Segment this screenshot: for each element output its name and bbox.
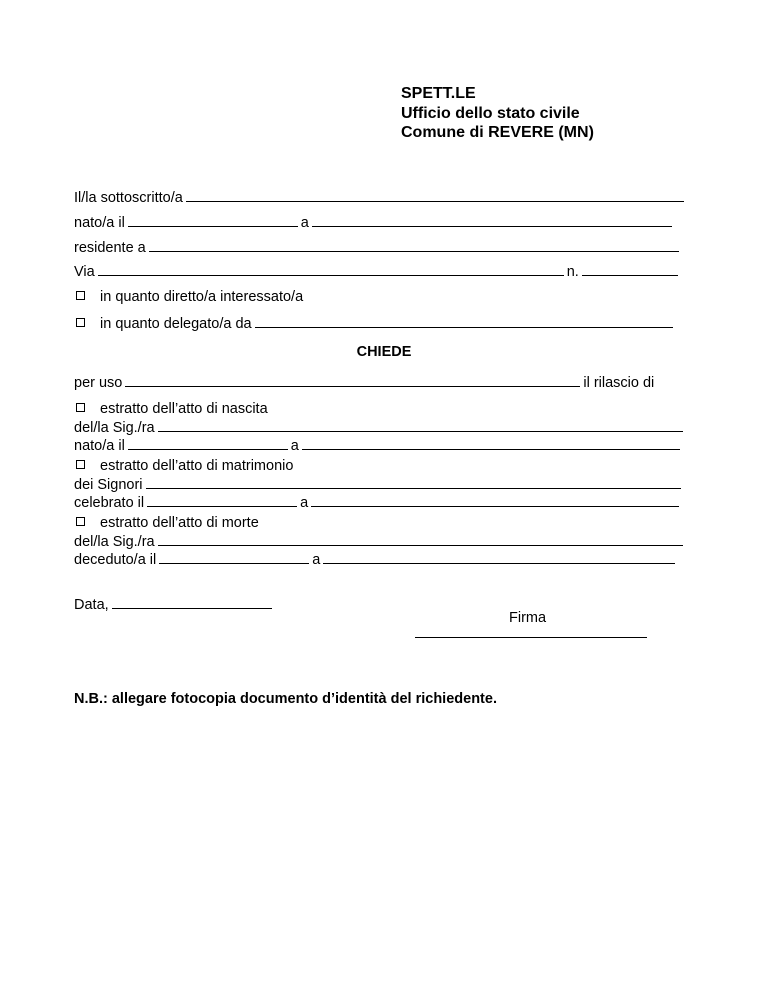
birth-date-label: nato/a il xyxy=(74,438,125,454)
delegator-name-field[interactable] xyxy=(255,314,673,328)
applicant-name-label: Il/la sottoscritto/a xyxy=(74,190,183,206)
applicant-street-label: Via xyxy=(74,264,95,280)
marriage-certificate-title: estratto dell’atto di matrimonio xyxy=(100,458,294,474)
applicant-residence-field[interactable] xyxy=(149,238,679,252)
birth-certificate-checkbox[interactable] xyxy=(76,403,85,412)
birth-person-row xyxy=(74,418,686,436)
purpose-row xyxy=(74,373,654,391)
option-direct-row xyxy=(74,288,303,306)
option-direct-label: in quanto diretto/a interessato/a xyxy=(100,289,304,305)
date-row xyxy=(74,595,275,613)
recipient-line-1: SPETT.LE xyxy=(401,85,476,102)
purpose-issue-label: il rilascio di xyxy=(583,375,655,391)
marriage-place-label: a xyxy=(300,495,309,511)
recipient-line-3: Comune di REVERE (MN) xyxy=(401,124,594,141)
marriage-date-row xyxy=(74,493,682,511)
birth-person-label: del/la Sig./ra xyxy=(74,420,155,436)
death-person-field[interactable] xyxy=(158,532,683,546)
option-delegate-label: in quanto delegato/a da xyxy=(100,316,252,332)
birth-date-row xyxy=(74,436,683,454)
applicant-birth-date-field[interactable] xyxy=(128,213,298,227)
marriage-persons-label: dei Signori xyxy=(74,477,143,493)
marriage-certificate-row xyxy=(74,457,293,475)
signature-label: Firma xyxy=(509,610,547,626)
birth-certificate-title: estratto dell’atto di nascita xyxy=(100,401,268,417)
option-delegate-checkbox[interactable] xyxy=(76,318,85,327)
marriage-certificate-checkbox[interactable] xyxy=(76,460,85,469)
purpose-use-label: per uso xyxy=(74,375,123,391)
birth-person-field[interactable] xyxy=(158,418,683,432)
death-place-label: a xyxy=(312,552,321,568)
death-date-field[interactable] xyxy=(159,550,309,564)
date-field[interactable] xyxy=(112,595,272,609)
marriage-date-label: celebrato il xyxy=(74,495,145,511)
applicant-born-label: nato/a il xyxy=(74,215,125,231)
death-certificate-row xyxy=(74,514,259,532)
applicant-residence-label: residente a xyxy=(74,240,146,256)
marriage-persons-field[interactable] xyxy=(146,475,681,489)
marriage-place-field[interactable] xyxy=(311,493,679,507)
applicant-residence-row xyxy=(74,238,682,256)
purpose-use-field[interactable] xyxy=(125,373,580,387)
applicant-number-label: n. xyxy=(566,264,579,280)
signature-field[interactable] xyxy=(415,624,647,638)
recipient-block xyxy=(401,84,594,143)
applicant-name-row xyxy=(74,188,687,206)
applicant-birth-row xyxy=(74,213,675,231)
birth-date-field[interactable] xyxy=(128,436,288,450)
death-certificate-title: estratto dell’atto di morte xyxy=(100,515,259,531)
option-direct-checkbox[interactable] xyxy=(76,291,85,300)
birth-place-label: a xyxy=(290,438,299,454)
marriage-persons-row xyxy=(74,475,684,493)
birth-place-field[interactable] xyxy=(302,436,680,450)
request-heading: CHIEDE xyxy=(356,344,412,360)
birth-certificate-row xyxy=(74,400,268,418)
recipient-line-2: Ufficio dello stato civile xyxy=(401,104,580,122)
date-label: Data, xyxy=(74,597,109,613)
death-certificate-checkbox[interactable] xyxy=(76,517,85,526)
applicant-name-field[interactable] xyxy=(186,188,684,202)
applicant-number-field[interactable] xyxy=(582,262,678,276)
death-date-row xyxy=(74,550,678,568)
death-person-row xyxy=(74,532,686,550)
option-delegate-row xyxy=(74,314,676,332)
applicant-birth-place-field[interactable] xyxy=(312,213,672,227)
applicant-street-row xyxy=(74,262,681,280)
identity-document-note: N.B.: allegare fotocopia documento d’identità del richiedente. xyxy=(74,691,497,707)
applicant-street-field[interactable] xyxy=(98,262,564,276)
death-person-label: del/la Sig./ra xyxy=(74,534,155,550)
death-date-label: deceduto/a il xyxy=(74,552,157,568)
applicant-birth-at-label: a xyxy=(300,215,309,231)
death-place-field[interactable] xyxy=(323,550,675,564)
marriage-date-field[interactable] xyxy=(147,493,297,507)
